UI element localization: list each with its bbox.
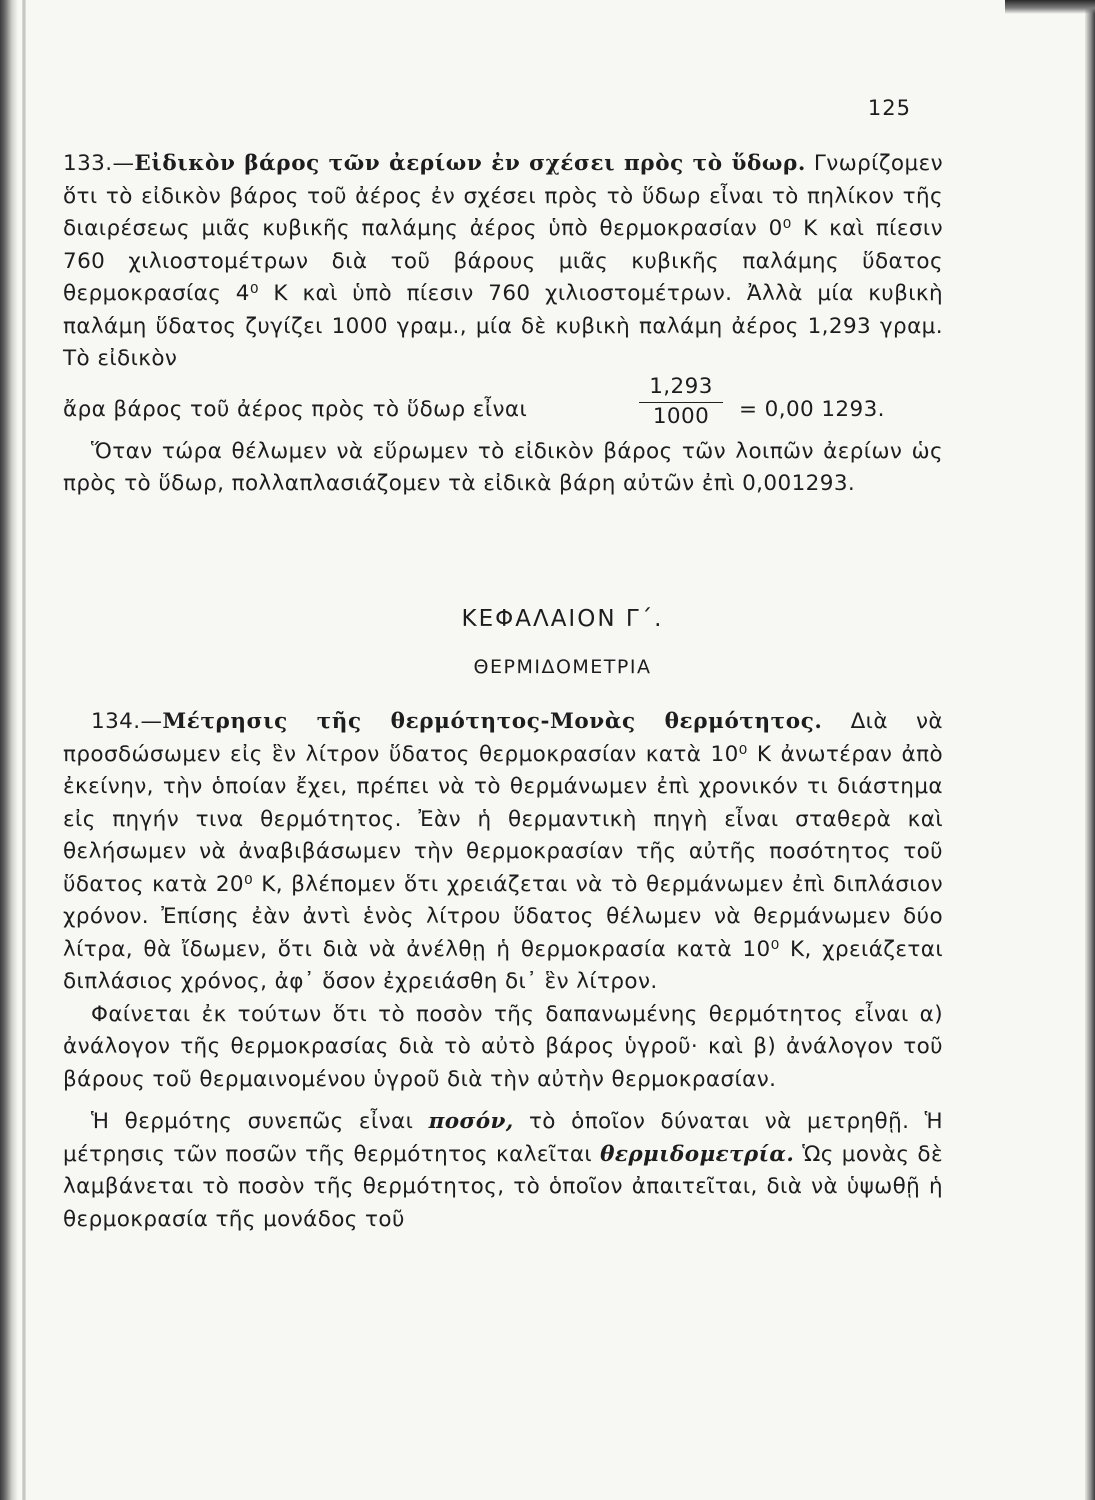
section-134 xyxy=(63,706,943,1236)
chapter-title: ΚΕΦΑΛΑΙΟΝ Γ΄. xyxy=(461,606,664,632)
page-left-fold xyxy=(22,0,26,1500)
page-number: 125 xyxy=(867,96,911,120)
fraction-numerator: 1,293 xyxy=(649,373,713,399)
section-134-paragraph-2: Φαίνεται ἐκ τούτων ὅτι τὸ ποσὸν τῆς δαπανωμένης θερμότητος εἶναι α) ἀνάλογον τῆς θερμοκρασίας διὰ τὸ αὐτὸ βάρος ὑγροῦ· καὶ β) ἀνάλογον τοῦ βάρους τοῦ θερμαινομένου ὑγροῦ διὰ τὴν αὐτὴν θερμοκρασίαν. xyxy=(63,1001,943,1092)
fraction-lead-text: ἄρα βάρος τοῦ ἀέρος πρὸς τὸ ὕδωρ εἶναι xyxy=(63,396,528,422)
section-133-body: Γνωρίζομεν ὅτι τὸ εἰδικὸν βάρος τοῦ ἀέρος ἐν σχέσει πρὸς τὸ ὕδωρ εἶναι τὸ πηλίκον τῆς διαιρέσεως μιᾶς κυβικῆς παλάμης ἀέρος ὑπὸ θερμοκρασίαν 0⁰ Κ καὶ πίεσιν 760 χιλιοστομέτρων διὰ τοῦ βάρους μιᾶς κυβικῆς παλάμης ὕδατος θερμοκρασίας 4⁰ Κ καὶ ὑπὸ πίεσιν 760 χιλιοστομέτρων. Ἀλλὰ μία κυβικὴ παλάμη ὕδατος ζυγίζει 1000 γραμ., μία δὲ κυβικὴ παλάμη ἀέρος 1,293 γραμ. Τὸ εἰδικὸν xyxy=(63,151,943,371)
page-right-shadow xyxy=(1085,0,1095,1500)
section-133-paragraph-2: Ὅταν τώρα θέλωμεν νὰ εὕρωμεν τὸ εἰδικὸν βάρος τῶν λοιπῶν ἀερίων ὡς πρὸς τὸ ὕδωρ, πολλαπλασιάζομεν τὰ εἰδικὰ βάρη αὐτῶν ἐπὶ 0,001293. xyxy=(63,438,943,496)
paragraph-gap xyxy=(63,1096,943,1106)
fraction xyxy=(635,372,727,432)
section-134-paragraph-3 xyxy=(63,1106,943,1236)
section-134-heading: Μέτρησις τῆς θερμότητος-Μονὰς θερμότητος. xyxy=(162,709,823,734)
fraction-line xyxy=(63,373,943,436)
section-134-paragraph-1 xyxy=(63,706,943,999)
section-134-number: 134.— xyxy=(91,709,163,734)
section-134-body: Διὰ νὰ προσδώσωμεν εἰς ἓν λίτρον ὕδατος θερμοκρασίαν κατὰ 10⁰ Κ ἀνωτέραν ἀπὸ ἐκείνην, τὴν ὁποίαν ἔχει, πρέπει νὰ τὸ θερμάνωμεν ἐπὶ χρονικόν τι διάστημα εἰς πηγήν τινα θερμότητος. Ἐὰν ἡ θερμαντικὴ πηγὴ εἶναι σταθερὰ καὶ θελήσωμεν νὰ ἀναβιβάσωμεν τὴν θερμοκρασίαν τῆς αὐτῆς ποσότητος τοῦ ὕδατος κατὰ 20⁰ Κ, βλέπομεν ὅτι χρειάζεται νὰ τὸ θερμάνωμεν ἐπὶ διπλάσιον χρόνον. Ἐπίσης ἐὰν ἀντὶ ἑνὸς λίτρου ὕδατος θέλωμεν νὰ θερμάνωμεν δύο λίτρα, θὰ ἴδωμεν, ὅτι διὰ νὰ ἀνέλθῃ ἡ θερμοκρασία κατὰ 10⁰ Κ, χρειάζεται διπλάσιος χρόνος, ἀφ᾽ ὅσον ἐχρειάσθη δι᾽ ἓν λίτρον. xyxy=(63,709,943,994)
fraction-denominator: 1000 xyxy=(652,404,710,429)
paragraph-3-part-b: τὸ ὁποῖον δύναται νὰ μετρηθῇ. Ἡ μέτρησις τῶν ποσῶν τῆς θερμότητος καλεῖται xyxy=(63,1109,944,1167)
section-133 xyxy=(63,148,943,501)
term-thermidometria: θερμιδομετρία. xyxy=(600,1141,795,1167)
paragraph-3-part-c: Ὡς μονὰς δὲ λαμβάνεται τὸ ποσὸν τῆς θερμότητος, τὸ ὁποῖον ἀπαιτεῖται, διὰ νὰ ὑψωθῇ ἡ θερμοκρασία τῆς μονάδος τοῦ xyxy=(63,1141,944,1232)
page-left-shadow xyxy=(0,0,18,1500)
term-poson: ποσόν, xyxy=(428,1109,514,1134)
paragraph-3-part-a: Ἡ θερμότης συνεπῶς εἶναι xyxy=(91,1109,414,1134)
section-133-paragraph xyxy=(63,148,943,376)
fraction-result: = 0,00 1293. xyxy=(739,396,885,422)
chapter-subtitle: ΘΕΡΜΙΔΟΜΕΤΡΙΑ xyxy=(473,656,652,678)
section-133-heading: Εἰδικὸν βάρος τῶν ἀερίων ἐν σχέσει πρὸς τὸ ὕδωρ. xyxy=(134,151,806,176)
section-133-number: 133.— xyxy=(63,151,135,176)
page-corner-shadow xyxy=(1005,0,1095,14)
